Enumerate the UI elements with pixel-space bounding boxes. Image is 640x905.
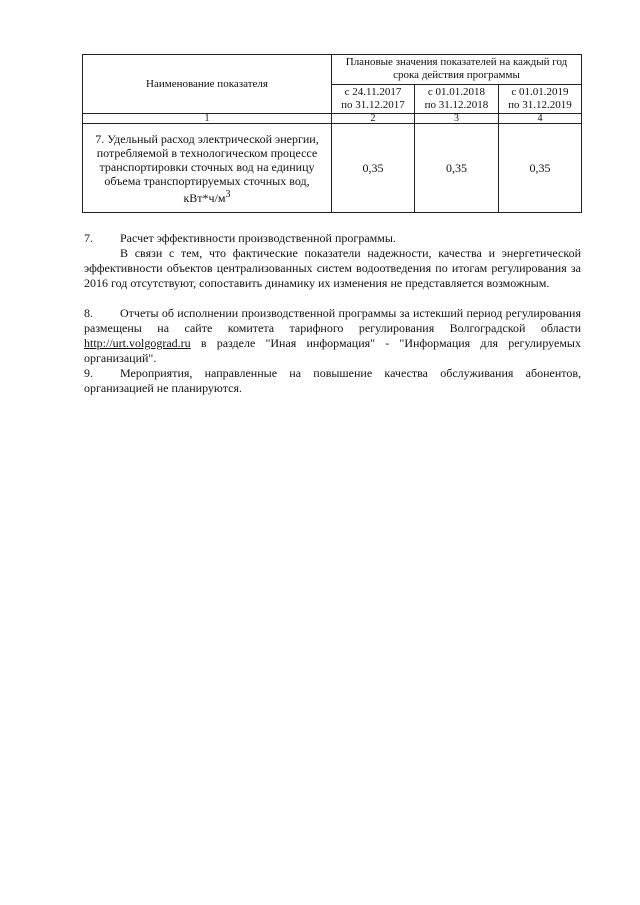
indicator-cell: [83, 124, 332, 213]
column-number: 4: [499, 114, 582, 124]
section-text: Мероприятия, направленные на повышение качества обслуживания абонентов, организацией не планируются.: [84, 366, 581, 395]
plan-values-header: Плановые значения показателей на каждый год срока действия программы: [332, 55, 582, 85]
column-number: 1: [83, 114, 332, 124]
period-from: с 24.11.2017: [344, 85, 402, 98]
unit-superscript: 3: [225, 188, 231, 200]
period-2018: [415, 84, 499, 114]
period-to: по 31.12.2017: [341, 98, 405, 111]
indicator-name: 7. Удельный расход электрической энергии, потребляемой в технологическом процессе транспортировки сточных вод на единицу объема транспортируемых сточных вод, кВт*ч/м: [95, 131, 319, 205]
section-8: [84, 306, 581, 366]
section-title: Расчет эффективности производственной программы.: [120, 231, 396, 245]
website-link[interactable]: http://urt.volgograd.ru: [84, 336, 191, 350]
indicator-name-header: Наименование показателя: [83, 55, 332, 114]
section-text: Отчеты об исполнении производственной программы за истекший период регулирования размещены на сайте комитета тарифного регулирования Волгоградской области: [84, 306, 581, 335]
column-number: 3: [415, 114, 499, 124]
period-to: по 31.12.2018: [424, 98, 489, 111]
period-from: с 01.01.2018: [427, 85, 486, 98]
section-paragraph: В связи с тем, что фактические показатели надежности, качества и энергетической эффективности объектов централизованных систем водоотведения по итогам регулирования за 2016 год отсутствуют, сопоставить динамику их изменения не представляется возможным.: [84, 246, 581, 290]
section-number: 8.: [84, 306, 93, 320]
value-2017: 0,35: [332, 124, 415, 213]
period-from: с 01.01.2019: [511, 85, 569, 98]
section-number: 9.: [84, 366, 93, 380]
section-9: [84, 366, 581, 396]
section-paragraph: [84, 366, 581, 396]
section-number: 7.: [84, 231, 93, 245]
section-heading: [84, 231, 581, 246]
period-to: по 31.12.2019: [508, 98, 572, 111]
column-number: 2: [332, 114, 415, 124]
value-2019: 0,35: [499, 124, 582, 213]
section-paragraph: [84, 306, 581, 366]
value-2018: 0,35: [415, 124, 499, 213]
section-text: в разделе "Иная информация" - "Информация для регулируемых организаций".: [84, 336, 581, 365]
indicators-table: [82, 54, 582, 213]
section-7: [84, 231, 581, 291]
period-2017: [332, 84, 415, 114]
period-2019: [499, 84, 582, 114]
